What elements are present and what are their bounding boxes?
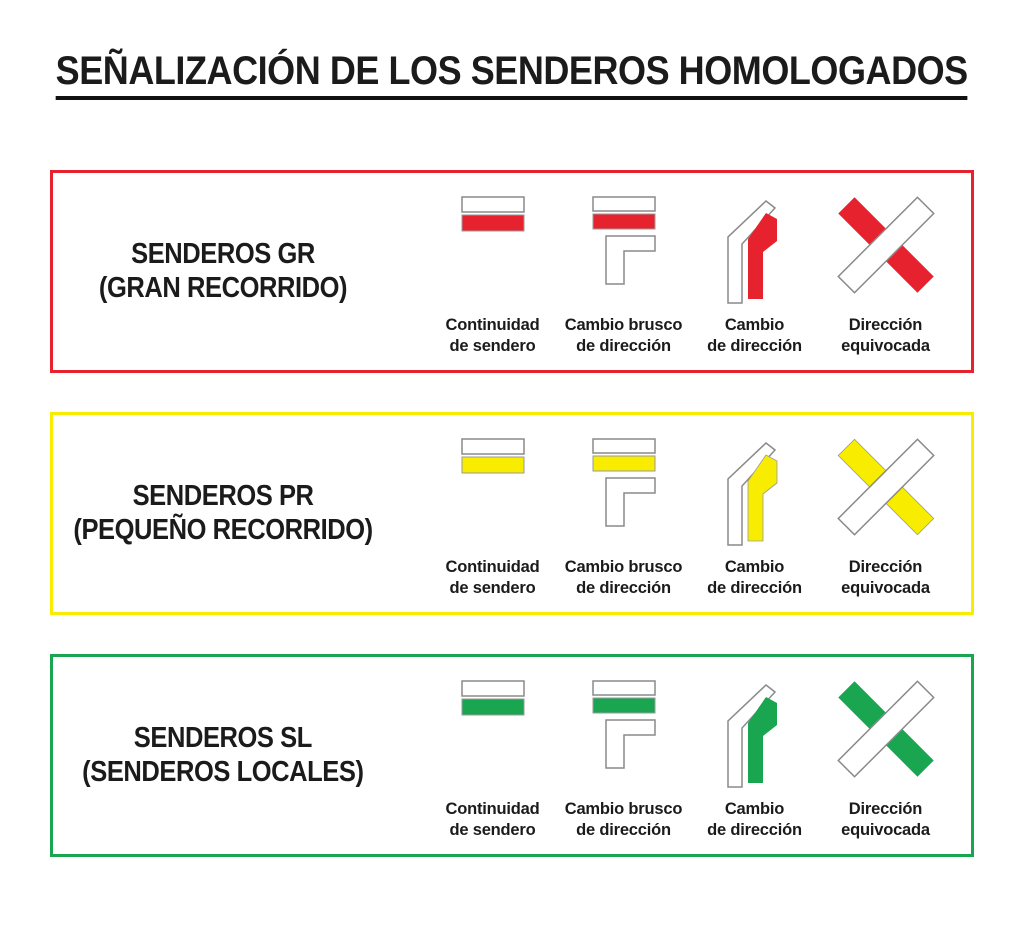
symbol-caption: Dirección equivocada (841, 316, 930, 355)
symbol-direction-change (689, 679, 820, 854)
wrong-way-mark-icon (836, 437, 936, 537)
symbol-wrong-way (820, 437, 951, 612)
symbol-direction-change (689, 195, 820, 370)
sharp-turn-mark-icon (591, 195, 657, 287)
senderos-pr-label (53, 415, 393, 612)
direction-change-mark-icon (720, 437, 790, 547)
sharp-turn-mark-icon (591, 679, 657, 771)
row-title-line1: SENDEROS GR (131, 237, 315, 270)
senderos-pr-box (50, 412, 974, 615)
row-title-line2: (SENDEROS LOCALES) (82, 755, 364, 788)
symbol-caption: Continuidad de sendero (445, 558, 540, 597)
continuity-mark-icon (460, 437, 526, 477)
wrong-way-mark-icon (836, 679, 936, 779)
symbol-caption: Dirección equivocada (841, 558, 930, 597)
senderos-sl-box (50, 654, 974, 857)
symbol-caption: Cambio de dirección (707, 316, 802, 355)
symbol-caption: Continuidad de sendero (445, 800, 540, 839)
direction-change-mark-icon (720, 195, 790, 305)
symbol-caption: Cambio de dirección (707, 558, 802, 597)
symbol-caption: Cambio brusco de dirección (564, 800, 683, 839)
senderos-gr-label (53, 173, 393, 370)
symbol-strip (427, 415, 951, 612)
symbol-sharp-turn (558, 195, 689, 370)
senderos-sl-label (53, 657, 393, 854)
continuity-mark-icon (460, 195, 526, 235)
symbol-caption: Dirección equivocada (841, 800, 930, 839)
senderos-gr-box (50, 170, 974, 373)
symbol-continuity (427, 679, 558, 854)
symbol-caption: Cambio de dirección (707, 800, 802, 839)
row-title-line1: SENDEROS PR (132, 479, 314, 512)
symbol-caption: Continuidad de sendero (445, 316, 540, 355)
symbol-caption: Cambio brusco de dirección (564, 316, 683, 355)
continuity-mark-icon (460, 679, 526, 719)
page-title: SEÑALIZACIÓN DE LOS SENDEROS HOMOLOGADOS (56, 50, 968, 100)
row-title-line2: (PEQUEÑO RECORRIDO) (73, 513, 373, 546)
row-title-line1: SENDEROS SL (133, 721, 313, 754)
direction-change-mark-icon (720, 679, 790, 789)
wrong-way-mark-icon (836, 195, 936, 295)
sharp-turn-mark-icon (591, 437, 657, 529)
symbol-strip (427, 657, 951, 854)
symbol-sharp-turn (558, 437, 689, 612)
symbol-sharp-turn (558, 679, 689, 854)
symbol-continuity (427, 195, 558, 370)
symbol-strip (427, 173, 951, 370)
symbol-continuity (427, 437, 558, 612)
symbol-wrong-way (820, 195, 951, 370)
symbol-direction-change (689, 437, 820, 612)
row-title-line2: (GRAN RECORRIDO) (98, 271, 348, 304)
symbol-caption: Cambio brusco de dirección (564, 558, 683, 597)
symbol-wrong-way (820, 679, 951, 854)
title-block (0, 0, 1024, 106)
